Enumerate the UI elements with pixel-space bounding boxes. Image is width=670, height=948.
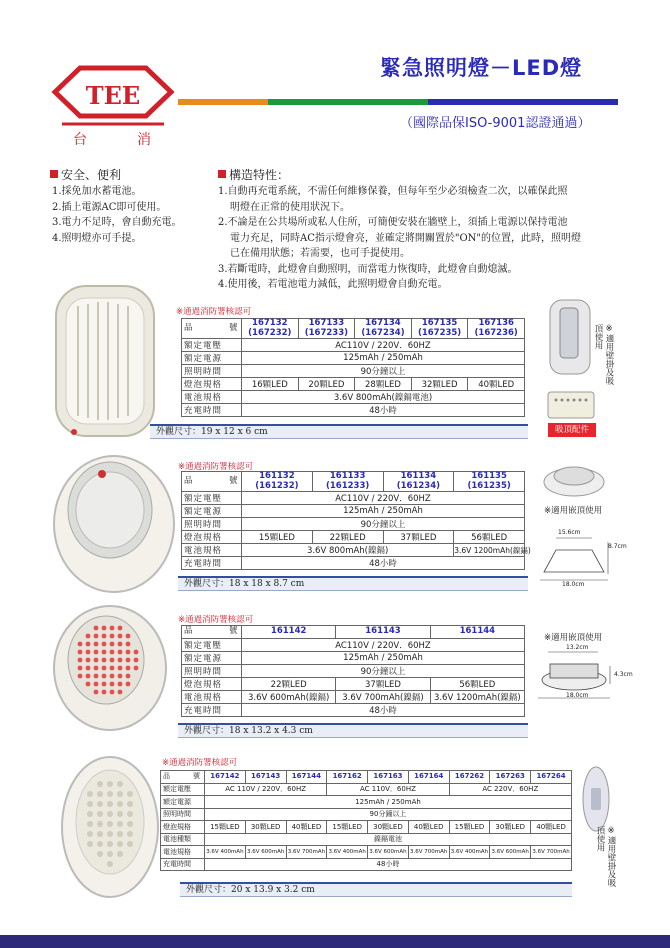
side-product-photo [540,460,608,500]
table-row: 額定電源 125mAh / 250mAh [182,352,525,365]
led-dot [94,642,99,647]
led-dot [110,650,115,655]
led-dot [94,650,99,655]
table-row: 燈泡規格 16顆LED 20顆LED 28顆LED 32顆LED 40顆LED [182,378,525,391]
dim-label: 4.3cm [614,671,633,678]
dim-label: 8.7cm [608,543,627,550]
ceiling-accessory-photo [546,390,596,420]
led-dot [110,642,115,647]
led-dot [78,650,83,655]
list-item: 3.若斷電時，此燈會自動照明，而當電力恢復時，此燈會自動熄滅。 [218,263,518,275]
table-row: 充電時間 48小時 [161,858,572,871]
led-dot [97,851,103,857]
led-dot [127,831,133,837]
table-row: 充電時間 48小時 [182,557,525,570]
led-dot [78,642,83,647]
led-dot [94,674,99,679]
led-dot [127,801,133,807]
led-dot [117,781,123,787]
led-dot [78,658,83,663]
led-dot [86,666,91,671]
svg-text:台: 台 [73,132,87,148]
dim-label: 13.2cm [566,644,589,651]
led-dot [107,831,113,837]
led-dot [94,658,99,663]
dimensions-bar: 外觀尺寸：18 x 13.2 x 4.3 cm [178,723,528,738]
list-item: 3.電力不足時，會自動充電。 [52,217,182,228]
table-row: 電池規格 3.6V 800mAh(鎳鎘電池) [182,391,525,404]
led-dot [110,666,115,671]
led-dot [87,841,93,847]
tee-logo [52,62,174,150]
list-item: 2.插上電源AC即可使用。 [52,201,167,213]
led-dot [118,650,123,655]
led-dot [107,791,113,797]
led-dot [110,626,115,631]
table-row: 燈泡規格 15顆LED 22顆LED 37顆LED 56顆LED [182,531,525,544]
led-dot [102,682,107,687]
led-dot [118,690,123,695]
led-dot [126,650,131,655]
led-dot [94,690,99,695]
led-dot [86,650,91,655]
led-dot [102,658,107,663]
list-item: 4.使用後，若電池電力減低，此照明燈會自動充電。 [218,279,448,290]
led-dot [110,682,115,687]
list-item: 1.採免加水蓄電池。 [52,186,142,197]
led-dot [97,841,103,847]
list-item: 2.不論是在公共場所或私人住所，可簡便安裝在牆壁上，須插上電源以保持電池 電力充足，同時AC指示燈會亮，並確定將開關置於"ON"的位置，此時，照明燈 已在備用狀態；若需要，也可手提使用。 [218,217,582,259]
led-dot [87,821,93,827]
led-dot [102,674,107,679]
led-dot [118,682,123,687]
led-dot [94,626,99,631]
led-dot [117,821,123,827]
svg-text:TEE: TEE [85,81,141,110]
oval-recessed-light-photo [50,602,170,738]
svg-text:消: 消 [137,132,151,148]
led-dot [117,841,123,847]
features-heading: 構造特性： [218,166,289,183]
side-product-photo [546,298,594,376]
dim-label: 15.6cm [558,529,581,536]
led-dot [126,634,131,639]
led-dot [86,642,91,647]
led-dot [94,666,99,671]
led-dot [118,658,123,663]
table-row: 燈泡規格 22顆LED 37顆LED 56顆LED [182,677,525,690]
led-dot [110,674,115,679]
led-dot [118,634,123,639]
table-row: 充電時間 48小時 [182,703,525,716]
side-caption: ※適用嵌頂使用 [544,506,603,516]
led-dot [127,791,133,797]
led-dot [102,634,107,639]
recessed-light-photo [50,452,178,596]
led-dot [87,791,93,797]
table-row: 電池規格 3.6V 400mAh 3.6V 600mAh 3.6V 700mAh 3.6V 400mAh 3.6V 600mAh 3.6V 700mAh 3.6V 400mAh 3.6V 600mAh 3.6V 700mAh [161,846,572,859]
list-item: 4.照明燈亦可手提。 [52,232,142,244]
led-dot [86,674,91,679]
led-dot [107,811,113,817]
table-row: 額定電源 125mAh / 250mAh [182,505,525,518]
table-row: 品 號 167142 167143 167144 167162 167163 167164 167262 167263 167264 [161,771,572,784]
led-dot [102,650,107,655]
dim-label: 18.0cm [566,692,589,699]
side-caption: ※適用壁掛及吸頂使用 [595,826,616,887]
safety-list [52,184,182,246]
led-dot [134,650,139,655]
led-dot [117,851,123,857]
led-dot [118,626,123,631]
dimensions-bar: 外觀尺寸：19 x 12 x 6 cm [150,424,528,439]
table-row: 額定電源 125mAh / 250mAh [161,796,572,809]
led-dot [94,634,99,639]
table-row: 燈泡規格 15顆LED 30顆LED 40顆LED 15顆LED 30顆LED 40顆LED 15顆LED 30顆LED 40顆LED [161,821,572,834]
certification-note: ※通過消防署核認可 [178,615,254,625]
table-row: 額定電壓 AC110V / 220V．60HZ [182,339,525,352]
spec-table-1 [181,318,525,417]
table-row: 品 號 161142 161143 161144 [182,626,525,639]
led-dot [134,666,139,671]
features-list [218,184,581,293]
led-dot [97,801,103,807]
led-dot [87,811,93,817]
table-row: 充電時間 48小時 [182,404,525,417]
led-dot [87,801,93,807]
led-dot [110,690,115,695]
table-row: 電池規格 3.6V 800mAh(鎳鎘) 3.6V 1200mAh(鎳鎘) [182,544,525,557]
led-dot [102,666,107,671]
led-dot [127,841,133,847]
side-caption: ※適用壁掛及吸頂使用 [593,324,614,385]
led-dot [97,821,103,827]
table-row: 照明時間 90分鐘以上 [161,808,572,821]
led-dot [107,801,113,807]
accessory-caption: 吸頂配件 [548,423,596,437]
led-dot [107,861,113,867]
led-dot [117,831,123,837]
spec-table-3 [181,625,525,717]
orange-bar [178,99,268,105]
led-dot [118,666,123,671]
led-dot [118,674,123,679]
table-row: 電池規格 3.6V 600mAh(鎳鎘) 3.6V 700mAh(鎳鎘) 3.6V 1200mAh(鎳鎘) [182,690,525,703]
led-dot [107,821,113,827]
led-dot [87,831,93,837]
led-dot [78,666,83,671]
bullet-square-icon [218,170,226,178]
side-caption: ※適用嵌頂使用 [544,633,603,643]
bottom-strip [0,935,670,948]
list-item: 1.自動再充電系統，不需任何維修保養，但每年至少必須檢查二次，以確保此照 明燈在正常的使用狀況下。 [218,186,568,213]
led-dot [110,658,115,663]
led-dot [97,831,103,837]
led-dot [117,811,123,817]
led-dot [86,658,91,663]
led-dot [107,841,113,847]
spec-table-4 [160,770,572,871]
table-row: 電池種類 鎳鎘電池 [161,833,572,846]
safety-heading: 安全、便利 [50,166,121,183]
table-row: 照明時間 90分鐘以上 [182,365,525,378]
led-dot [78,674,83,679]
led-dot [126,642,131,647]
dim-label: 18.0cm [562,581,585,588]
dimensions-bar: 外觀尺寸：20 x 13.9 x 3.2 cm [180,882,572,897]
led-dot [134,658,139,663]
led-dot [127,821,133,827]
table-row: 品 號 161132 (161232) 161133 (161233) 161134 (161234) 161135 (161235) [182,472,525,492]
led-dot [126,666,131,671]
led-dot [102,690,107,695]
blue-bar [428,99,618,105]
led-dot [86,634,91,639]
certification-note: ※通過消防署核認可 [178,462,254,472]
led-dot [117,801,123,807]
led-dot [107,851,113,857]
page-subtitle: （國際品保ISO-9001認證通過） [400,116,591,131]
wall-emergency-light-photo [52,282,158,442]
led-dot [102,626,107,631]
certification-note: ※通過消防署核認可 [162,758,238,768]
table-row: 額定電壓 AC 110V / 220V．60HZ AC 110V．60HZ AC 220V．60HZ [161,783,572,796]
led-dot [126,674,131,679]
table-row: 品 號 167132 (167232) 167133 (167233) 167134 (167234) 167135 (167235) 167136 (167236) [182,319,525,339]
bullet-square-icon [50,170,58,178]
certification-note: ※通過消防署核認可 [176,307,252,317]
table-row: 額定電壓 AC110V / 220V．60HZ [182,492,525,505]
led-dot [127,811,133,817]
table-row: 額定電源 125mAh / 250mAh [182,651,525,664]
page-title: 緊急照明燈－LED燈 [380,56,583,80]
led-dot [107,781,113,787]
led-dot [126,658,131,663]
dimensions-bar: 外觀尺寸：18 x 18 x 8.7 cm [178,576,528,591]
side-product-photo [580,764,612,834]
led-dot [117,791,123,797]
dimension-diagram [536,528,616,588]
led-dot [94,682,99,687]
table-row: 額定電壓 AC110V / 220V．60HZ [182,638,525,651]
led-dot [97,811,103,817]
spec-table-2 [181,471,531,570]
led-dot [126,682,131,687]
oval-wall-light-photo [58,752,162,902]
led-dot [118,642,123,647]
green-bar [268,99,428,105]
led-dot [110,634,115,639]
led-dot [97,791,103,797]
led-dot [102,642,107,647]
table-row: 照明時間 90分鐘以上 [182,664,525,677]
table-row: 照明時間 90分鐘以上 [182,518,525,531]
led-dot [86,682,91,687]
led-dot [97,781,103,787]
